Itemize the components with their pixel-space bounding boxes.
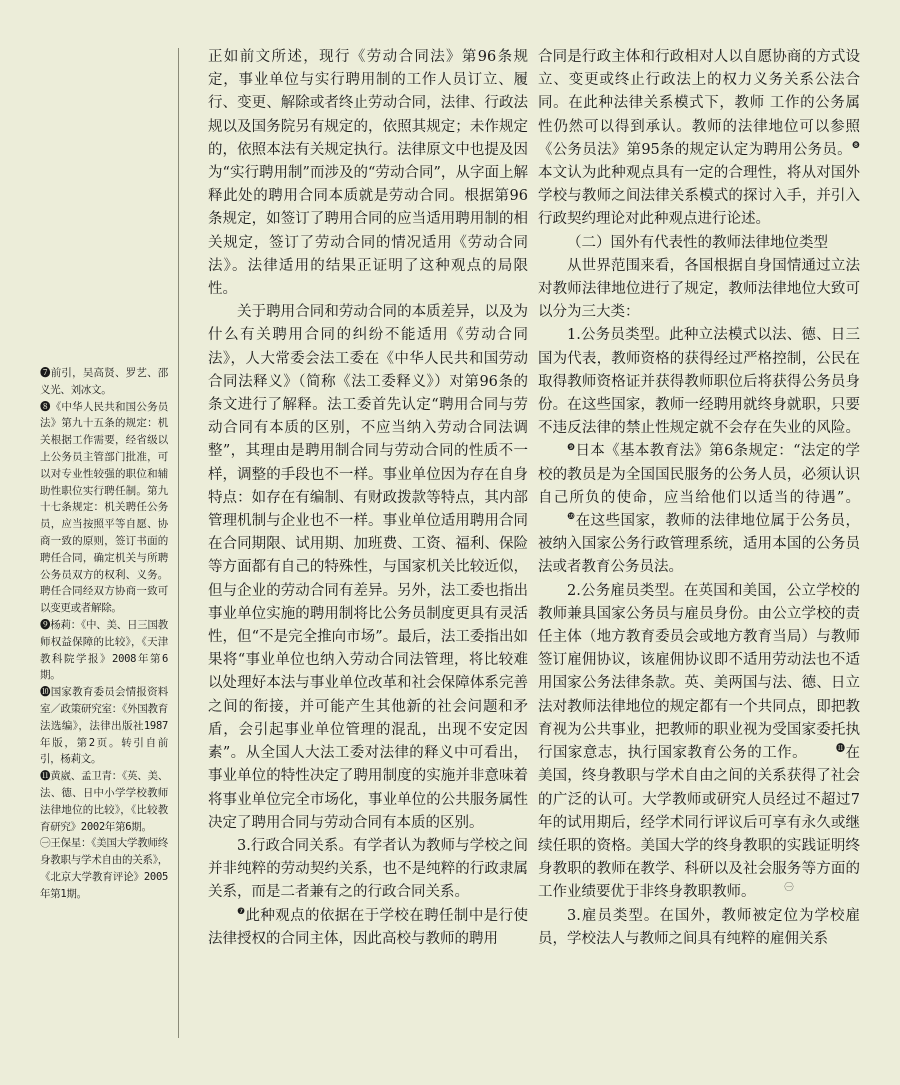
- paragraph: 3.行政合同关系。有学者认为教师与学校之间并非纯粹的劳动契约关系，也不是纯粹的行政隶属关系，而是二者兼有之的行政合同关系。 ❼此种观点的依据在于学校在聘任制中是行使法律授权的合同主体，因此高校与教师的聘用: [208, 837, 528, 947]
- paragraph: 正如前文所述，现行《劳动合同法》第96条规定，事业单位与实行聘用制的工作人员订立、履行、变更、解除或者终止劳动合同，法律、行政法规以及国务院另有规定的，依照其规定；未作规定的，依照本法有关规定执行。法律原文中也提及因为“实行聘用制”而涉及的“劳动合同”，从字面上解释此处的聘用合同本质就是劳动合同。根据第96条规定，如签订了聘用合同的应当适用聘用制的相关规定，签订了劳动合同的情况适用《劳动合同法》。法律适用的结果正证明了这种观点的局限性。: [208, 49, 528, 298]
- paragraph: 从世界范围来看，各国根据自身国情通过立法对教师法律地位进行了规定，教师法律地位大致可以分为三大类：: [538, 257, 860, 321]
- footnote-10: ❿国家教育委员会情报资料室／政策研究室：《外国教育法选编》，法律出版社1987年版，第2页。转引自前引，杨莉文。: [40, 686, 169, 766]
- footnote-ref: ❾: [567, 442, 576, 453]
- footnote-ref: ㊀: [784, 883, 794, 894]
- footnote-ref: ❼: [237, 906, 246, 917]
- footnotes: [40, 365, 168, 903]
- paragraph: 2.公务雇员类型。在英国和美国，公立学校的教师兼具国家公务员与雇员身份。由公立学校的责任主体（地方教育委员会或地方教育当局）与教师签订雇佣协议，该雇佣协议即不适用劳动法也不适用国家公务法律条款。英、美两国与法、德、日立法对教师法律地位的规定都有一个共同点，即把教育视为公共事业，把教师的职业视为受国家委托执行国家意志，执行国家教育公务的工作。 ⓫在美国，终身教职与学术自由之间的关系获得了社会的广泛的认可。大学教师或研究人员经过不超过7年的试用期后，经学术同行评议后可享有永久或继续任职的资格。美国大学的终身教职的实践证明终身教职的教师在教学、科研以及社会服务等方面的工作业绩要优于非终身教职教师。 ㊀: [538, 582, 861, 901]
- body-column-right: [538, 46, 860, 951]
- footnote-9: ❾杨莉：《中、美、日三国教师权益保障的比较》，《天津教科院学报》2008年第6期。: [40, 618, 169, 682]
- footnote-ref: ❽: [851, 140, 860, 151]
- footnote-ref: ❿: [567, 512, 576, 523]
- paragraph: 3.雇员类型。在国外，教师被定位为学校雇员，学校法人与教师之间具有纯粹的雇佣关系: [538, 907, 860, 947]
- section-heading: （二）国外有代表性的教师法律地位类型: [567, 234, 828, 251]
- paragraph: 合同是行政主体和行政相对人以自愿协商的方式设立、变更或终止行政法上的权力义务关系公法合同。在此种法律关系模式下，教师 工作的公务属性仍然可以得到承认。教师的法律地位可以参照《公务员法》第95条的规定认定为聘用公务员。❽本文认为此种观点具有一定的合理性，将从对国外学校与教师之间法律关系模式的探讨入手，并引入行政契约理论对此种观点进行论述。: [538, 49, 860, 228]
- footnote-ref: ⓫: [836, 744, 846, 755]
- footnote-12: ㊀王保星：《美国大学教师终身教职与学术自由的关系》，《北京大学教育评论》2005年第1期。: [40, 837, 169, 900]
- body-column-left: [208, 46, 528, 951]
- column-divider-rule: [178, 48, 179, 1038]
- footnote-11: ⓫黄崴、孟卫青：《英、美、法、德、日中小学学校教师法律地位的比较》，《比较教育研究》2002年第6期。: [40, 770, 169, 833]
- footnote-8: ❽《中华人民共和国公务员法》第九十五条的规定：机关根据工作需要，经省级以上公务员主管部门批准，可以对专业性较强的职位和辅助性职位实行聘任制。第九十七条规定：机关聘任公务员，应当按照平等自愿、协商一致的原则，签订书面的聘任合同，确定机关与所聘公务员双方的权利、义务。聘任合同经双方协商一致可以变更或者解除。: [40, 400, 169, 615]
- paragraph: 关于聘用合同和劳动合同的本质差异，以及为什么有关聘用合同的纠纷不能适用《劳动合同法》，人大常委会法工委在《中华人民共和国劳动合同法释义》（简称《法工委释义》）对第96条的条文进行了解释。法工委首先认定“聘用合同与劳动合同有本质的区别，不应当纳入劳动合同法调整”，其理由是聘用制合同与劳动合同的性质不一样，调整的手段也不一样。事业单位因为存在自身特点：如存在有编制、有财政拨款等特点，其内部管理机制与企业也不一样。事业单位适用聘用合同在合同期限、试用期、加班费、工资、福利、保险等方面都有自己的特殊性，与国家机关比较近似，但与企业的劳动合同有差异。另外，法工委也指出事业单位实施的聘用制将比公务员制度更具有灵活性，但“不是完全推向市场”。最后，法工委指出如果将“事业单位也纳入劳动合同法管理，将比较难以处理好本法与事业单位改革和社会保障体系完善之间的衔接，并可能产生其他新的社会问题和矛盾，会引起事业单位管理的混乱，出现不安定因素”。从全国人大法工委对法律的释义中可看出，事业单位的特性决定了聘用制度的实施并非意味着将事业单位完全市场化，事业单位的公共服务属性决定了聘用合同与劳动合同有本质的区别。: [208, 304, 528, 831]
- paragraph: 1.公务员类型。此种立法模式以法、德、日三国为代表，教师资格的获得经过严格控制，公民在取得教师资格证并获得教师职位后将获得公务员身份。在这些国家，教师一经聘用就终身就职，只要不违反法律的禁止性规定就不会存在失业的风险。❾日本《基本教育法》第6条规定：“法定的学校的教员是为全国国民服务的公务人员，必须认识自己所负的使命，应当给他们以适当的待遇”。❿在这些国家，教师的法律地位属于公务员，被纳入国家公务行政管理系统，适用本国的公务员法或者教育公务员法。: [538, 327, 860, 576]
- footnote-7: ❼前引，吴高贤、罗艺、邵义光、刘冰文。: [40, 367, 169, 396]
